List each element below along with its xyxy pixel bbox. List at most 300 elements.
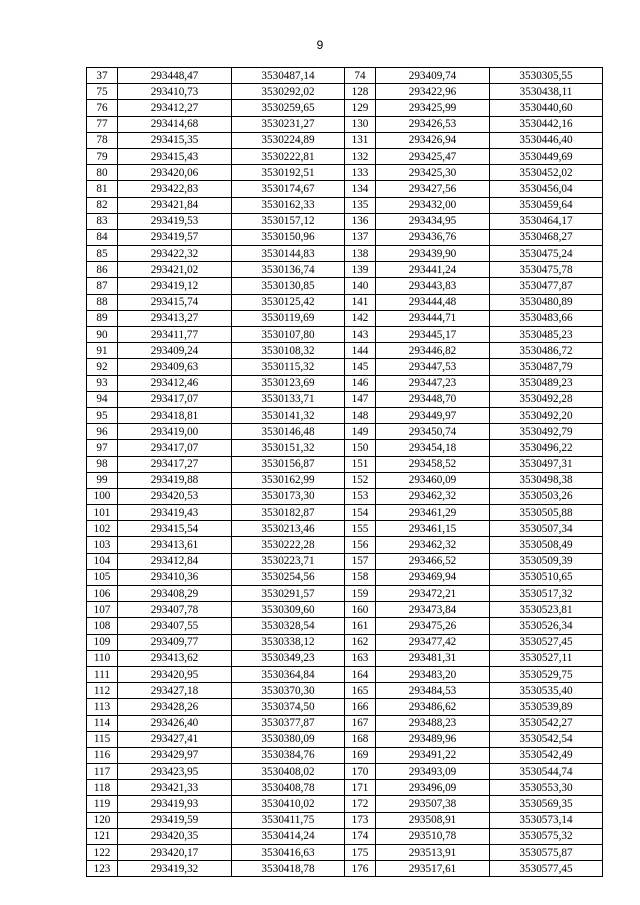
point-number-left: 89 — [87, 310, 118, 326]
y-coordinate-right: 3530475,24 — [490, 246, 603, 262]
y-coordinate-left: 3530213,46 — [232, 521, 345, 537]
y-coordinate-left: 3530222,28 — [232, 537, 345, 553]
y-coordinate-right: 3530492,20 — [490, 407, 603, 423]
x-coordinate-left: 293421,33 — [118, 780, 232, 796]
y-coordinate-left: 3530364,84 — [232, 666, 345, 682]
y-coordinate-right: 3530492,28 — [490, 391, 603, 407]
x-coordinate-left: 293419,12 — [118, 278, 232, 294]
y-coordinate-left: 3530146,48 — [232, 424, 345, 440]
table-row — [87, 262, 603, 278]
table-row — [87, 424, 603, 440]
x-coordinate-left: 293413,61 — [118, 537, 232, 553]
x-coordinate-left: 293419,43 — [118, 505, 232, 521]
table-row — [87, 683, 603, 699]
x-coordinate-left: 293410,36 — [118, 569, 232, 585]
x-coordinate-left: 293409,63 — [118, 359, 232, 375]
x-coordinate-left: 293419,53 — [118, 213, 232, 229]
point-number-left: 81 — [87, 181, 118, 197]
point-number-right: 137 — [345, 229, 376, 245]
x-coordinate-right: 293447,53 — [376, 359, 490, 375]
y-coordinate-right: 3530573,14 — [490, 812, 603, 828]
x-coordinate-right: 293496,09 — [376, 780, 490, 796]
point-number-left: 122 — [87, 845, 118, 861]
y-coordinate-right: 3530498,38 — [490, 472, 603, 488]
y-coordinate-right: 3530456,04 — [490, 181, 603, 197]
point-number-left: 79 — [87, 148, 118, 164]
table-row — [87, 229, 603, 245]
table-row — [87, 553, 603, 569]
point-number-right: 147 — [345, 391, 376, 407]
x-coordinate-left: 293420,35 — [118, 828, 232, 844]
point-number-right: 142 — [345, 310, 376, 326]
y-coordinate-right: 3530449,69 — [490, 148, 603, 164]
point-number-right: 159 — [345, 586, 376, 602]
point-number-left: 114 — [87, 715, 118, 731]
y-coordinate-right: 3530487,79 — [490, 359, 603, 375]
x-coordinate-right: 293461,29 — [376, 505, 490, 521]
x-coordinate-right: 293491,22 — [376, 747, 490, 763]
x-coordinate-right: 293446,82 — [376, 343, 490, 359]
x-coordinate-right: 293426,53 — [376, 116, 490, 132]
x-coordinate-right: 293517,61 — [376, 861, 490, 877]
x-coordinate-left: 293412,27 — [118, 100, 232, 116]
point-number-right: 170 — [345, 764, 376, 780]
y-coordinate-right: 3530438,11 — [490, 84, 603, 100]
table-row — [87, 100, 603, 116]
y-coordinate-left: 3530125,42 — [232, 294, 345, 310]
x-coordinate-left: 293410,73 — [118, 84, 232, 100]
table-row — [87, 747, 603, 763]
y-coordinate-right: 3530446,40 — [490, 132, 603, 148]
x-coordinate-right: 293409,74 — [376, 68, 490, 84]
x-coordinate-right: 293488,23 — [376, 715, 490, 731]
x-coordinate-right: 293486,62 — [376, 699, 490, 715]
point-number-left: 99 — [87, 472, 118, 488]
y-coordinate-left: 3530162,33 — [232, 197, 345, 213]
y-coordinate-left: 3530224,89 — [232, 132, 345, 148]
x-coordinate-right: 293454,18 — [376, 440, 490, 456]
x-coordinate-right: 293475,26 — [376, 618, 490, 634]
point-number-right: 129 — [345, 100, 376, 116]
point-number-right: 172 — [345, 796, 376, 812]
point-number-right: 74 — [345, 68, 376, 84]
x-coordinate-right: 293434,95 — [376, 213, 490, 229]
coordinates-table — [86, 67, 603, 877]
y-coordinate-right: 3530305,55 — [490, 68, 603, 84]
y-coordinate-right: 3530539,89 — [490, 699, 603, 715]
x-coordinate-right: 293507,38 — [376, 796, 490, 812]
y-coordinate-left: 3530123,69 — [232, 375, 345, 391]
point-number-left: 98 — [87, 456, 118, 472]
point-number-right: 155 — [345, 521, 376, 537]
point-number-left: 78 — [87, 132, 118, 148]
y-coordinate-left: 3530410,02 — [232, 796, 345, 812]
x-coordinate-left: 293415,35 — [118, 132, 232, 148]
y-coordinate-left: 3530136,74 — [232, 262, 345, 278]
x-coordinate-left: 293420,06 — [118, 165, 232, 181]
x-coordinate-left: 293417,07 — [118, 391, 232, 407]
x-coordinate-right: 293481,31 — [376, 650, 490, 666]
y-coordinate-right: 3530575,32 — [490, 828, 603, 844]
x-coordinate-left: 293419,88 — [118, 472, 232, 488]
x-coordinate-right: 293469,94 — [376, 569, 490, 585]
y-coordinate-right: 3530464,17 — [490, 213, 603, 229]
table-row — [87, 116, 603, 132]
point-number-left: 117 — [87, 764, 118, 780]
table-row — [87, 845, 603, 861]
point-number-left: 118 — [87, 780, 118, 796]
y-coordinate-left: 3530380,09 — [232, 731, 345, 747]
point-number-left: 82 — [87, 197, 118, 213]
x-coordinate-right: 293461,15 — [376, 521, 490, 537]
page-number: 9 — [316, 38, 324, 52]
x-coordinate-left: 293420,17 — [118, 845, 232, 861]
point-number-left: 87 — [87, 278, 118, 294]
y-coordinate-left: 3530151,32 — [232, 440, 345, 456]
x-coordinate-left: 293407,55 — [118, 618, 232, 634]
table-row — [87, 181, 603, 197]
y-coordinate-left: 3530408,02 — [232, 764, 345, 780]
point-number-left: 108 — [87, 618, 118, 634]
x-coordinate-left: 293409,77 — [118, 634, 232, 650]
x-coordinate-right: 293477,42 — [376, 634, 490, 650]
x-coordinate-left: 293417,27 — [118, 456, 232, 472]
point-number-left: 88 — [87, 294, 118, 310]
table-row — [87, 310, 603, 326]
y-coordinate-right: 3530542,54 — [490, 731, 603, 747]
point-number-left: 84 — [87, 229, 118, 245]
point-number-left: 113 — [87, 699, 118, 715]
y-coordinate-left: 3530384,76 — [232, 747, 345, 763]
y-coordinate-right: 3530485,23 — [490, 327, 603, 343]
x-coordinate-left: 293423,95 — [118, 764, 232, 780]
x-coordinate-right: 293449,97 — [376, 407, 490, 423]
point-number-right: 175 — [345, 845, 376, 861]
point-number-left: 91 — [87, 343, 118, 359]
y-coordinate-right: 3530526,34 — [490, 618, 603, 634]
y-coordinate-right: 3530496,22 — [490, 440, 603, 456]
x-coordinate-left: 293412,84 — [118, 553, 232, 569]
point-number-right: 153 — [345, 488, 376, 504]
y-coordinate-left: 3530254,56 — [232, 569, 345, 585]
table-row — [87, 828, 603, 844]
table-row — [87, 440, 603, 456]
table-row — [87, 165, 603, 181]
table-row — [87, 213, 603, 229]
y-coordinate-left: 3530156,87 — [232, 456, 345, 472]
x-coordinate-right: 293513,91 — [376, 845, 490, 861]
table-row — [87, 812, 603, 828]
y-coordinate-left: 3530223,71 — [232, 553, 345, 569]
x-coordinate-right: 293489,96 — [376, 731, 490, 747]
point-number-right: 169 — [345, 747, 376, 763]
x-coordinate-left: 293429,97 — [118, 747, 232, 763]
y-coordinate-left: 3530408,78 — [232, 780, 345, 796]
x-coordinate-left: 293411,77 — [118, 327, 232, 343]
x-coordinate-right: 293426,94 — [376, 132, 490, 148]
x-coordinate-right: 293436,76 — [376, 229, 490, 245]
x-coordinate-left: 293448,47 — [118, 68, 232, 84]
point-number-right: 138 — [345, 246, 376, 262]
table-row — [87, 780, 603, 796]
table-row — [87, 472, 603, 488]
y-coordinate-right: 3530544,74 — [490, 764, 603, 780]
x-coordinate-left: 293426,40 — [118, 715, 232, 731]
x-coordinate-left: 293413,27 — [118, 310, 232, 326]
y-coordinate-right: 3530542,49 — [490, 747, 603, 763]
x-coordinate-left: 293415,43 — [118, 148, 232, 164]
point-number-right: 143 — [345, 327, 376, 343]
y-coordinate-right: 3530527,45 — [490, 634, 603, 650]
point-number-left: 95 — [87, 407, 118, 423]
x-coordinate-right: 293444,71 — [376, 310, 490, 326]
y-coordinate-left: 3530259,65 — [232, 100, 345, 116]
point-number-left: 76 — [87, 100, 118, 116]
point-number-right: 151 — [345, 456, 376, 472]
x-coordinate-left: 293417,07 — [118, 440, 232, 456]
x-coordinate-right: 293444,48 — [376, 294, 490, 310]
point-number-left: 115 — [87, 731, 118, 747]
point-number-right: 154 — [345, 505, 376, 521]
point-number-left: 121 — [87, 828, 118, 844]
x-coordinate-left: 293420,53 — [118, 488, 232, 504]
y-coordinate-right: 3530529,75 — [490, 666, 603, 682]
table-row — [87, 391, 603, 407]
point-number-left: 116 — [87, 747, 118, 763]
x-coordinate-left: 293427,41 — [118, 731, 232, 747]
y-coordinate-left: 3530374,50 — [232, 699, 345, 715]
table-row — [87, 278, 603, 294]
y-coordinate-right: 3530509,39 — [490, 553, 603, 569]
point-number-right: 146 — [345, 375, 376, 391]
table-row — [87, 327, 603, 343]
y-coordinate-left: 3530309,60 — [232, 602, 345, 618]
point-number-right: 152 — [345, 472, 376, 488]
table-row — [87, 488, 603, 504]
x-coordinate-left: 293407,78 — [118, 602, 232, 618]
y-coordinate-left: 3530411,75 — [232, 812, 345, 828]
point-number-right: 164 — [345, 666, 376, 682]
y-coordinate-left: 3530231,27 — [232, 116, 345, 132]
table-row — [87, 731, 603, 747]
x-coordinate-right: 293508,91 — [376, 812, 490, 828]
coordinates-table-body — [87, 68, 603, 877]
y-coordinate-right: 3530459,64 — [490, 197, 603, 213]
table-row — [87, 569, 603, 585]
y-coordinate-right: 3530569,35 — [490, 796, 603, 812]
x-coordinate-left: 293419,32 — [118, 861, 232, 877]
y-coordinate-left: 3530222,81 — [232, 148, 345, 164]
point-number-right: 136 — [345, 213, 376, 229]
table-row — [87, 407, 603, 423]
point-number-right: 133 — [345, 165, 376, 181]
x-coordinate-right: 293493,09 — [376, 764, 490, 780]
y-coordinate-left: 3530115,32 — [232, 359, 345, 375]
table-row — [87, 537, 603, 553]
x-coordinate-left: 293419,59 — [118, 812, 232, 828]
point-number-right: 130 — [345, 116, 376, 132]
y-coordinate-left: 3530119,69 — [232, 310, 345, 326]
point-number-right: 168 — [345, 731, 376, 747]
y-coordinate-right: 3530553,30 — [490, 780, 603, 796]
y-coordinate-right: 3530577,45 — [490, 861, 603, 877]
point-number-right: 145 — [345, 359, 376, 375]
point-number-left: 86 — [87, 262, 118, 278]
y-coordinate-right: 3530542,27 — [490, 715, 603, 731]
point-number-right: 144 — [345, 343, 376, 359]
x-coordinate-right: 293445,17 — [376, 327, 490, 343]
x-coordinate-right: 293439,90 — [376, 246, 490, 262]
point-number-left: 111 — [87, 666, 118, 682]
table-row — [87, 294, 603, 310]
x-coordinate-right: 293448,70 — [376, 391, 490, 407]
point-number-right: 128 — [345, 84, 376, 100]
y-coordinate-right: 3530442,16 — [490, 116, 603, 132]
y-coordinate-right: 3530492,79 — [490, 424, 603, 440]
x-coordinate-left: 293419,57 — [118, 229, 232, 245]
y-coordinate-left: 3530418,78 — [232, 861, 345, 877]
point-number-right: 161 — [345, 618, 376, 634]
y-coordinate-right: 3530440,60 — [490, 100, 603, 116]
x-coordinate-right: 293432,00 — [376, 197, 490, 213]
table-row — [87, 796, 603, 812]
y-coordinate-left: 3530291,57 — [232, 586, 345, 602]
table-row — [87, 456, 603, 472]
y-coordinate-right: 3530452,02 — [490, 165, 603, 181]
point-number-left: 85 — [87, 246, 118, 262]
x-coordinate-left: 293422,32 — [118, 246, 232, 262]
x-coordinate-left: 293419,93 — [118, 796, 232, 812]
point-number-right: 165 — [345, 683, 376, 699]
y-coordinate-left: 3530182,87 — [232, 505, 345, 521]
x-coordinate-left: 293420,95 — [118, 666, 232, 682]
x-coordinate-left: 293415,54 — [118, 521, 232, 537]
y-coordinate-left: 3530370,30 — [232, 683, 345, 699]
table-row — [87, 618, 603, 634]
point-number-right: 134 — [345, 181, 376, 197]
point-number-left: 94 — [87, 391, 118, 407]
y-coordinate-left: 3530141,32 — [232, 407, 345, 423]
point-number-left: 120 — [87, 812, 118, 828]
x-coordinate-right: 293484,53 — [376, 683, 490, 699]
point-number-right: 163 — [345, 650, 376, 666]
point-number-left: 83 — [87, 213, 118, 229]
point-number-left: 80 — [87, 165, 118, 181]
y-coordinate-left: 3530416,63 — [232, 845, 345, 861]
point-number-right: 160 — [345, 602, 376, 618]
y-coordinate-right: 3530507,34 — [490, 521, 603, 537]
y-coordinate-left: 3530107,80 — [232, 327, 345, 343]
y-coordinate-right: 3530489,23 — [490, 375, 603, 391]
y-coordinate-left: 3530192,51 — [232, 165, 345, 181]
table-row — [87, 246, 603, 262]
y-coordinate-right: 3530468,27 — [490, 229, 603, 245]
x-coordinate-left: 293421,02 — [118, 262, 232, 278]
y-coordinate-right: 3530475,78 — [490, 262, 603, 278]
x-coordinate-left: 293419,00 — [118, 424, 232, 440]
point-number-left: 104 — [87, 553, 118, 569]
y-coordinate-left: 3530162,99 — [232, 472, 345, 488]
point-number-left: 90 — [87, 327, 118, 343]
point-number-left: 109 — [87, 634, 118, 650]
y-coordinate-right: 3530503,26 — [490, 488, 603, 504]
y-coordinate-left: 3530144,83 — [232, 246, 345, 262]
table-row — [87, 715, 603, 731]
point-number-left: 103 — [87, 537, 118, 553]
y-coordinate-right: 3530483,66 — [490, 310, 603, 326]
y-coordinate-right: 3530486,72 — [490, 343, 603, 359]
point-number-right: 173 — [345, 812, 376, 828]
y-coordinate-right: 3530510,65 — [490, 569, 603, 585]
y-coordinate-left: 3530157,12 — [232, 213, 345, 229]
y-coordinate-left: 3530292,02 — [232, 84, 345, 100]
x-coordinate-right: 293510,78 — [376, 828, 490, 844]
x-coordinate-left: 293422,83 — [118, 181, 232, 197]
x-coordinate-right: 293462,32 — [376, 537, 490, 553]
y-coordinate-left: 3530338,12 — [232, 634, 345, 650]
table-row — [87, 634, 603, 650]
y-coordinate-left: 3530150,96 — [232, 229, 345, 245]
table-row — [87, 521, 603, 537]
x-coordinate-right: 293458,52 — [376, 456, 490, 472]
point-number-right: 135 — [345, 197, 376, 213]
table-row — [87, 861, 603, 877]
table-row — [87, 602, 603, 618]
table-row — [87, 148, 603, 164]
x-coordinate-right: 293425,99 — [376, 100, 490, 116]
point-number-left: 123 — [87, 861, 118, 877]
x-coordinate-left: 293421,84 — [118, 197, 232, 213]
point-number-left: 105 — [87, 569, 118, 585]
point-number-right: 171 — [345, 780, 376, 796]
y-coordinate-left: 3530173,30 — [232, 488, 345, 504]
x-coordinate-left: 293413,62 — [118, 650, 232, 666]
table-row — [87, 197, 603, 213]
point-number-right: 158 — [345, 569, 376, 585]
x-coordinate-left: 293427,18 — [118, 683, 232, 699]
point-number-left: 92 — [87, 359, 118, 375]
y-coordinate-right: 3530575,87 — [490, 845, 603, 861]
table-row — [87, 650, 603, 666]
y-coordinate-left: 3530349,23 — [232, 650, 345, 666]
y-coordinate-left: 3530487,14 — [232, 68, 345, 84]
table-row — [87, 586, 603, 602]
y-coordinate-right: 3530497,31 — [490, 456, 603, 472]
point-number-right: 150 — [345, 440, 376, 456]
table-row — [87, 764, 603, 780]
x-coordinate-right: 293425,30 — [376, 165, 490, 181]
point-number-left: 107 — [87, 602, 118, 618]
point-number-left: 93 — [87, 375, 118, 391]
x-coordinate-right: 293441,24 — [376, 262, 490, 278]
point-number-right: 166 — [345, 699, 376, 715]
y-coordinate-right: 3530535,40 — [490, 683, 603, 699]
x-coordinate-left: 293409,24 — [118, 343, 232, 359]
point-number-right: 139 — [345, 262, 376, 278]
point-number-left: 75 — [87, 84, 118, 100]
table-row — [87, 68, 603, 84]
table-row — [87, 359, 603, 375]
table-row — [87, 666, 603, 682]
point-number-left: 96 — [87, 424, 118, 440]
point-number-right: 140 — [345, 278, 376, 294]
point-number-left: 97 — [87, 440, 118, 456]
point-number-right: 156 — [345, 537, 376, 553]
x-coordinate-left: 293428,26 — [118, 699, 232, 715]
x-coordinate-left: 293415,74 — [118, 294, 232, 310]
x-coordinate-right: 293472,21 — [376, 586, 490, 602]
table-row — [87, 375, 603, 391]
